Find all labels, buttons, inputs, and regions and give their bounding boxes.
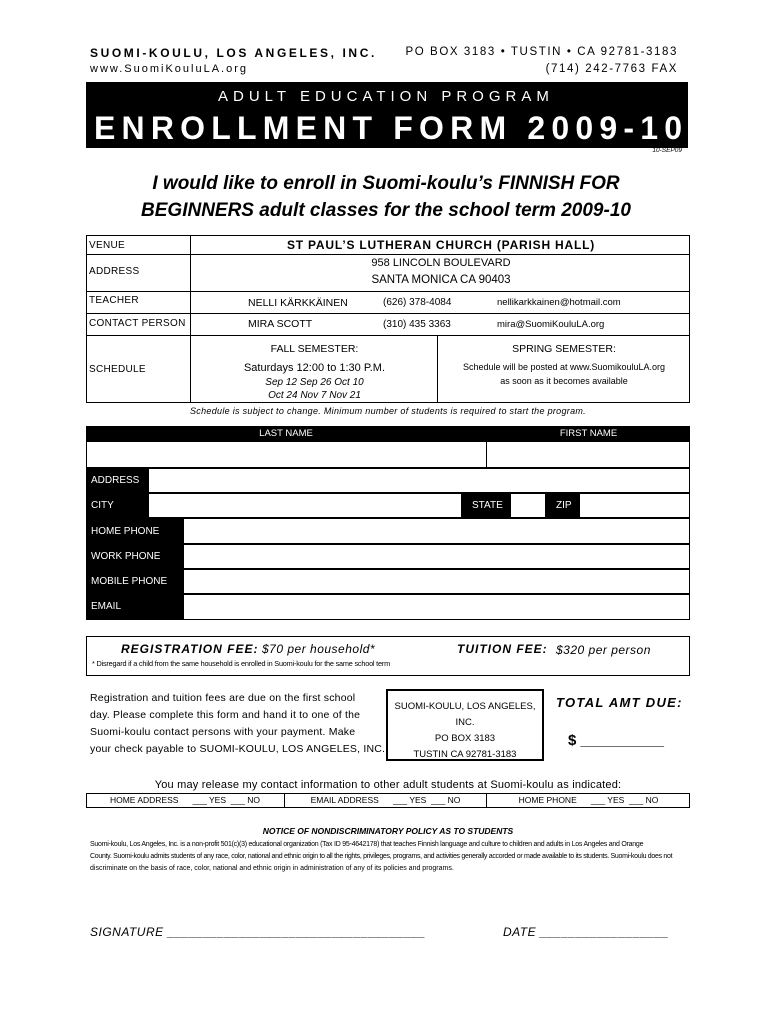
schedule-label: SCHEDULE	[89, 364, 146, 375]
divider	[86, 313, 690, 314]
email-input[interactable]	[183, 594, 690, 620]
work-phone-input[interactable]	[183, 544, 690, 569]
intro-line-2: BEGINNERS adult classes for the school term 2009-10	[141, 200, 631, 221]
title-banner	[86, 82, 688, 148]
payment-instructions	[90, 690, 385, 758]
payee-line-3: TUSTIN CA 92781-3183	[413, 749, 517, 760]
intro-line-1: I would like to enroll in Suomi-koulu’s FINNISH FOR	[152, 173, 620, 194]
last-name-input[interactable]	[86, 441, 487, 468]
divider	[86, 291, 690, 292]
payment-line-4: your check payable to SUOMI-KOULU, LOS ANGELES, INC.	[90, 743, 386, 755]
schedule-note: Schedule is subject to change. Minimum number of students is required to start the program.	[190, 406, 586, 416]
address-label: ADDRESS	[89, 266, 140, 277]
contact-name: MIRA SCOTT	[248, 318, 313, 330]
home-phone-label: HOME PHONE	[91, 526, 160, 537]
first-name-label: FIRST NAME	[559, 428, 618, 439]
payment-line-1: Registration and tuition fees are due on the first school	[90, 692, 356, 704]
org-name: SUOMI-KOULU, LOS ANGELES, INC.	[90, 46, 377, 60]
mobile-phone-input[interactable]	[183, 569, 690, 594]
divider	[86, 335, 690, 336]
fall-dates-2: Oct 24 Nov 7 Nov 21	[268, 390, 361, 401]
notice-line-3: discriminate on the basis of race, color, national and ethnic origin in administration of any of its policies and programs.	[90, 865, 454, 872]
form-date: 10-SEP09	[652, 147, 682, 154]
payment-line-2: day. Please complete this form and hand it to one of the	[90, 709, 361, 721]
registration-fee-label: REGISTRATION FEE:	[121, 642, 259, 656]
mobile-phone-label: MOBILE PHONE	[91, 576, 168, 587]
payment-line-3: Suomi-koulu contact persons with your payment. Make	[90, 726, 356, 738]
state-input[interactable]	[510, 493, 546, 518]
org-address: PO BOX 3183 • TUSTIN • CA 92781-3183	[405, 46, 678, 58]
release-home-phone[interactable]: HOME PHONE ___ YES ___ NO	[518, 795, 659, 805]
form-title: ENROLLMENT FORM 2009-10	[94, 110, 689, 146]
spring-note-2: as soon as it becomes available	[500, 376, 628, 386]
home-phone-input[interactable]	[183, 518, 690, 544]
registration-fee-value: $70 per household*	[262, 642, 376, 656]
payee-line-1: SUOMI-KOULU, LOS ANGELES, INC.	[394, 701, 536, 728]
check-payee-box	[386, 689, 544, 761]
notice-body	[90, 839, 690, 875]
teacher-name: NELLI KÄRKKÄINEN	[248, 297, 348, 309]
email-label: EMAIL	[91, 601, 122, 612]
release-text: You may release my contact information to other adult students at Suomi-koulu as indicated:	[154, 779, 622, 791]
registration-fee-note: * Disregard if a child from the same household is enrolled in Suomi-koulu for the same school term	[92, 659, 390, 668]
contact-phone: (310) 435 3363	[383, 319, 451, 330]
teacher-phone: (626) 378-4084	[383, 297, 452, 308]
contact-label: CONTACT PERSON	[89, 318, 186, 329]
teacher-email: nellikarkkainen@hotmail.com	[497, 297, 621, 308]
divider	[86, 254, 690, 255]
spring-note-1: Schedule will be posted at www.SuomikouluLA.org	[462, 362, 666, 372]
venue-address-2: SANTA MONICA CA 90403	[371, 274, 511, 286]
fall-title: FALL SEMESTER:	[270, 343, 359, 355]
city-input[interactable]	[148, 493, 462, 518]
last-name-label: LAST NAME	[259, 428, 313, 439]
fall-time: Saturdays 12:00 to 1:30 P.M.	[243, 362, 386, 374]
notice-title: NOTICE OF NONDISCRIMINATORY POLICY AS TO STUDENTS	[262, 826, 514, 836]
address-input[interactable]	[148, 468, 690, 493]
state-field-label: STATE	[472, 500, 503, 511]
zip-input[interactable]	[579, 493, 690, 518]
notice-line-2: County. Suomi-koulu admits students of any race, color, national and ethnic origin to all the rights, privileges, programs, and activities generally accorded or made available to its students. Suomi-koulu does not	[90, 853, 673, 860]
venue-address-1: 958 LINCOLN BOULEVARD	[371, 257, 511, 269]
program-name: ADULT EDUCATION PROGRAM	[218, 88, 554, 105]
work-phone-label: WORK PHONE	[91, 551, 161, 562]
payee-line-2: PO BOX 3183	[434, 733, 496, 744]
fall-dates-1: Sep 12 Sep 26 Oct 10	[265, 377, 364, 388]
org-fax: (714) 242-7763 FAX	[545, 63, 678, 75]
total-due-value[interactable]: $ __________	[568, 732, 664, 749]
notice-line-1: Suomi-koulu, Los Angeles, Inc. is a non-profit 501(c)(3) educational organization (Tax ID 95-4642178) that teaches Finnish language and culture to children and adults in Los Angeles and Orange	[90, 841, 644, 848]
spring-title: SPRING SEMESTER:	[512, 343, 616, 355]
org-website: www.SuomiKouluLA.org	[90, 63, 249, 75]
release-home-address[interactable]: HOME ADDRESS ___ YES ___ NO	[109, 795, 261, 805]
total-due-label: TOTAL AMT DUE:	[556, 695, 683, 710]
date-line[interactable]: DATE __________________	[503, 925, 670, 939]
tuition-fee-value: $320 per person	[556, 643, 651, 657]
intro-text	[90, 170, 682, 224]
venue-value: ST PAUL’S LUTHERAN CHURCH (PARISH HALL)	[286, 238, 596, 252]
venue-label: VENUE	[89, 240, 125, 251]
tuition-fee-label: TUITION FEE:	[457, 642, 548, 656]
zip-field-label: ZIP	[556, 500, 572, 511]
teacher-label: TEACHER	[89, 295, 139, 306]
signature-line[interactable]: SIGNATURE ____________________________________	[90, 925, 426, 939]
first-name-input[interactable]	[486, 441, 690, 468]
release-email-address[interactable]: EMAIL ADDRESS ___ YES ___ NO	[310, 795, 461, 805]
contact-email: mira@SuomiKouluLA.org	[497, 319, 605, 330]
city-field-label: CITY	[91, 500, 114, 511]
address-field-label: ADDRESS	[91, 475, 140, 486]
